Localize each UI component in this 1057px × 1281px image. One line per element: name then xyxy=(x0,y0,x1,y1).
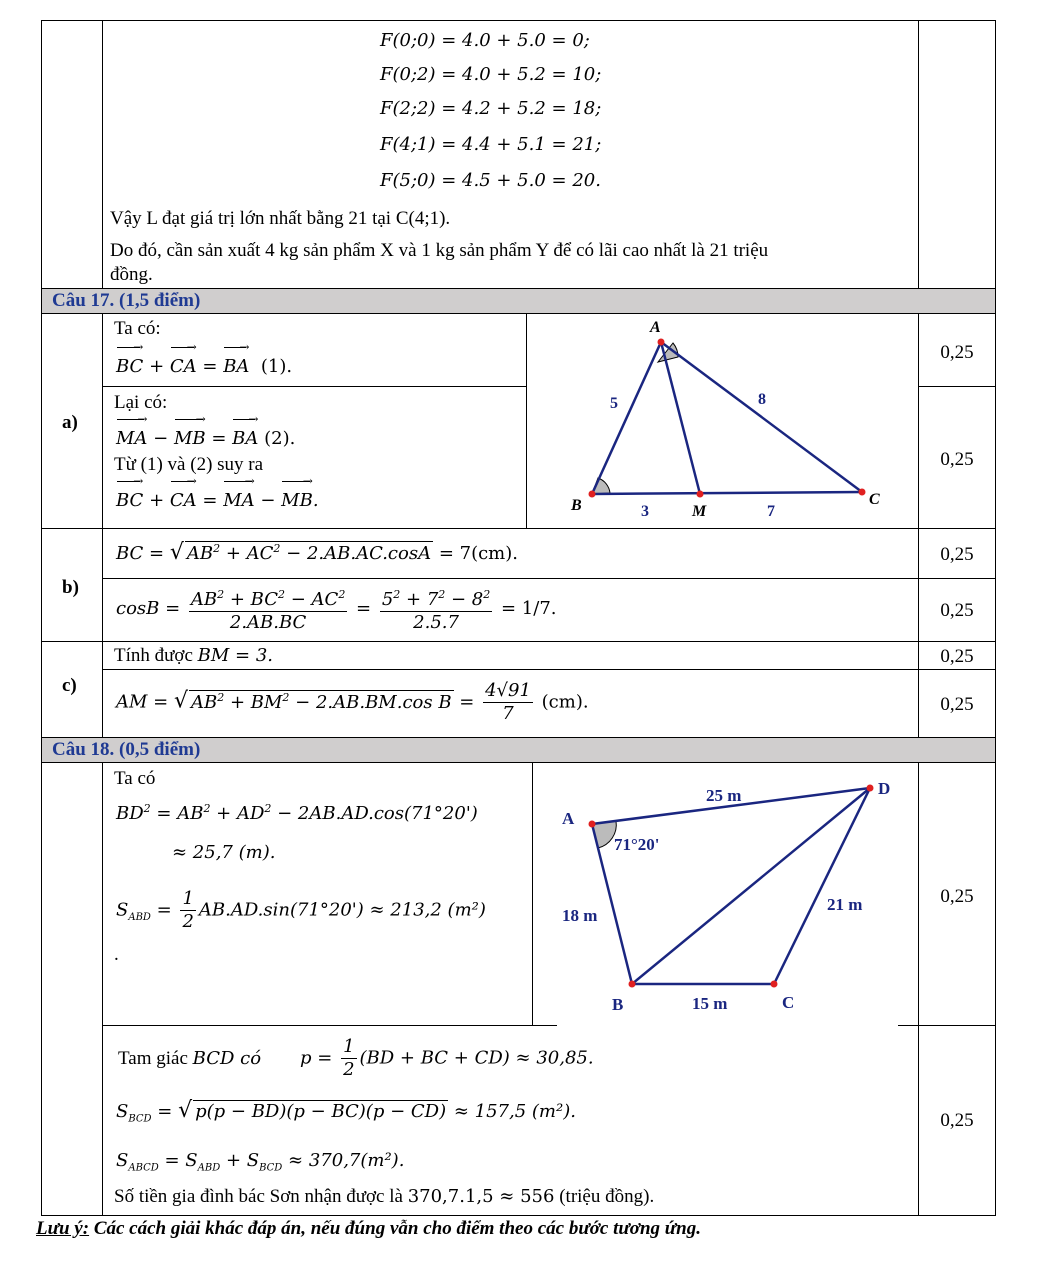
s-bcd-formula: $S_{BCD}$ = √ p(p − BD)(p − BC)(p − CD) ≈ 157,5 (m²). xyxy=(116,1098,576,1125)
tam-giac-line xyxy=(118,1048,261,1070)
length-ab-q18: 18 m xyxy=(562,906,598,925)
ta-co-text: Ta có: xyxy=(114,318,161,339)
question-18-title: Câu 18. (0,5 điểm) xyxy=(52,739,201,760)
diagonal-bd xyxy=(632,788,870,984)
stray-dot: . xyxy=(114,944,119,965)
point-c xyxy=(859,489,866,496)
s-abcd-formula: $S_{ABCD} = S_{ABD} + S_{BCD} \approx 370,7(m^2)$. xyxy=(116,1150,405,1174)
s-abd-result: ≈ 213,2 (m²) xyxy=(369,899,486,921)
score-18-2: 0,25 xyxy=(940,1110,974,1131)
length-ad: 25 m xyxy=(706,786,742,805)
length-cd: 21 m xyxy=(827,895,863,914)
length-mc: 7 xyxy=(767,503,775,520)
side-ac xyxy=(661,342,862,492)
lai-co-text: Lại có: xyxy=(114,392,168,413)
am-unit: (cm). xyxy=(541,691,589,713)
label-c-q18: C xyxy=(782,993,795,1012)
label-b: B xyxy=(571,497,582,514)
point-m xyxy=(697,491,704,498)
conclusion-line-3: đồng. xyxy=(110,264,153,285)
money-expression: 370,7.1,5 ≈ 556 xyxy=(407,1186,555,1207)
footnote xyxy=(36,1218,701,1240)
label-b-q18: B xyxy=(612,995,624,1014)
tinh-duoc-text: Tính được xyxy=(114,645,193,666)
question-18-header xyxy=(41,737,996,763)
length-ab: 5 xyxy=(610,395,618,412)
triangle-abc-figure xyxy=(546,316,906,528)
eq1-tail: (1). xyxy=(260,356,293,377)
am-formula: AM = √ $AB^2 + BM^2 - 2.AB.BM.\cos$ B = $\frac{4√91}{7}$ (cm). xyxy=(116,680,589,724)
eq2-tail: (2). xyxy=(264,428,296,449)
vector-equation-1: → BC + → CA = → BA (1). xyxy=(116,356,292,377)
score-17a-1: 0,25 xyxy=(940,342,974,363)
length-ac: 8 xyxy=(758,391,766,408)
label-m: M xyxy=(692,503,707,520)
conclusion-line-2: Do đó, cần sản xuất 4 kg sản phẩm X và 1 kg sản phẩm Y để có lãi cao nhất là 21 triệu xyxy=(110,240,769,261)
footnote-text: Các cách giải khác đáp án, nếu đúng vẫn cho điểm theo các bước tương ứng. xyxy=(93,1218,701,1239)
label-a: A xyxy=(650,319,661,336)
question-17-header xyxy=(41,288,996,314)
point-a xyxy=(658,339,665,346)
part-a-label: a) xyxy=(62,412,78,433)
score-17b-1: 0,25 xyxy=(940,544,974,565)
point-d-q18 xyxy=(867,785,874,792)
point-c-q18 xyxy=(771,981,778,988)
label-a-q18: A xyxy=(562,809,575,828)
tam-giac-text: Tam giác xyxy=(118,1048,188,1069)
f-value-line-1: F(0;0) = 4.0 + 5.0 = 0; xyxy=(380,30,590,51)
tinh-duoc-line xyxy=(114,645,273,667)
side-bc xyxy=(592,492,862,494)
bc-result: = 7(cm). xyxy=(438,543,518,564)
cos-b-formula: cosB = $\frac{AB^2 + BC^2 - AC^2}{2.AB.BC}$ = $\frac{5^2 + 7^2 - 8^2}{2.5.7}$ = 1/7. xyxy=(116,584,557,634)
score-17b-2: 0,25 xyxy=(940,600,974,621)
f-value-line-2: F(0;2) = 4.0 + 5.2 = 10; xyxy=(380,64,602,85)
f-value-line-5: F(5;0) = 4.5 + 5.0 = 20. xyxy=(380,170,601,191)
segment-am xyxy=(661,342,700,494)
part-c-label: c) xyxy=(62,675,77,696)
label-d-q18: D xyxy=(878,779,891,798)
point-a-q18 xyxy=(589,821,596,828)
footnote-lead: Lưu ý: xyxy=(36,1218,90,1239)
p-result: ≈ 30,85. xyxy=(515,1047,594,1069)
part-b-label: b) xyxy=(62,577,79,598)
length-bc-q18: 15 m xyxy=(692,994,728,1013)
conclusion-line-1: Vậy L đạt giá trị lớn nhất bằng 21 tại C(4;1). xyxy=(110,208,451,229)
score-17c-1: 0,25 xyxy=(940,646,974,667)
money-line xyxy=(114,1186,654,1208)
bd-approx: ≈ 25,7 (m). xyxy=(172,842,276,863)
tu-suy-ra-text: Từ (1) và (2) suy ra xyxy=(114,454,264,475)
s-abd-formula: $S_{ABD}$ = $\frac{1}{2}$ AB.AD.sin(71°20') ≈ 213,2 (m²) xyxy=(116,888,486,932)
angle-a-value: 71°20' xyxy=(614,835,660,854)
money-unit: (triệu đồng). xyxy=(559,1186,655,1207)
f-value-line-3: F(2;2) = 4.2 + 5.2 = 18; xyxy=(380,98,602,119)
f-value-line-4: F(4;1) = 4.4 + 5.1 = 21; xyxy=(380,134,602,155)
side-ab xyxy=(592,342,661,494)
money-text: Số tiền gia đình bác Sơn nhận được là xyxy=(114,1186,403,1207)
length-bm: 3 xyxy=(641,503,649,520)
label-c: C xyxy=(869,491,880,508)
score-18-1: 0,25 xyxy=(940,886,974,907)
vector-equation-3: → BC + → CA = → MA − → MB. xyxy=(116,490,319,511)
cos-b-result: = 1/7. xyxy=(501,598,557,619)
question-17-title: Câu 17. (1,5 điểm) xyxy=(52,290,201,311)
quadrilateral-abcd-figure xyxy=(546,768,906,1022)
point-b-q18 xyxy=(629,981,636,988)
point-b xyxy=(589,491,596,498)
score-17c-2: 0,25 xyxy=(940,694,974,715)
q18-ta-co-text: Ta có xyxy=(114,768,156,789)
bc-formula: BC = √ $AB^2 + AC^2 - 2.AB.AC.\cos A = 7(cm)$. xyxy=(116,540,518,565)
bd-squared-formula: $BD^2 = AB^2 + AD^2 - 2AB.AD.\cos(71^\circ 20')$ xyxy=(116,802,478,824)
s-bcd-result: ≈ 157,5 (m²). xyxy=(453,1101,576,1122)
side-cd xyxy=(774,788,870,984)
p-formula: p = $\frac{1}{2}$ (BD + BC + CD) ≈ 30,85. xyxy=(300,1036,594,1080)
s-abcd-result: ≈ 370,7(m²). xyxy=(288,1150,405,1171)
vector-equation-2: → MA − → MB = → BA (2). xyxy=(116,428,295,449)
score-17a-2: 0,25 xyxy=(940,449,974,470)
bcd-co-text: BCD có xyxy=(192,1048,262,1069)
bm-value: BM = 3. xyxy=(197,645,274,666)
